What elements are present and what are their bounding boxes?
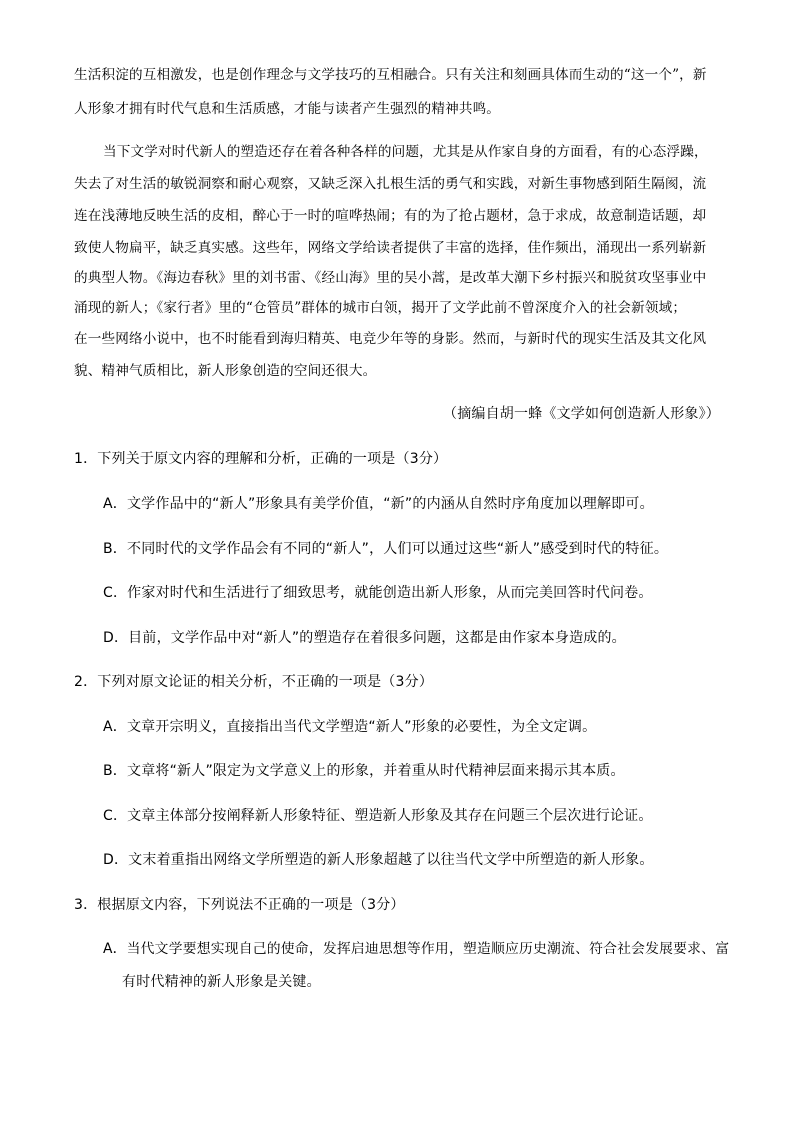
question-2-stem: 2．下列对原文论证的相关分析，不正确的一项是（3分）	[74, 674, 434, 690]
passage-line-6: 致使人物扁平，缺乏真实感。这些年，网络文学给读者提供了丰富的选择，佳作频出，涌现出一系列崭新	[74, 240, 707, 256]
passage-line-7: 的典型人物。《海边春秋》里的刘书雷、《经山海》里的吴小蒿，是改革大潮下乡村振兴和脱贫攻坚事业中	[74, 270, 707, 286]
passage-line-5: 连在浅薄地反映生活的皮相，醉心于一时的喧哗热闹；有的为了抢占题材，急于求成，故意制造话题，却	[74, 208, 707, 224]
passage-source: （摘编自胡一蜂《文学如何创造新人形象》）	[443, 406, 720, 422]
question-1-option-b: B．不同时代的文学作品会有不同的“新人”，人们可以通过这些“新人”感受到时代的特征。	[103, 541, 669, 557]
question-2-option-b: B．文章将“新人”限定为文学意义上的形象，并着重从时代精神层面来揭示其本质。	[103, 763, 625, 779]
passage-line-1: 生活积淀的互相激发，也是创作理念与文学技巧的互相融合。只有关注和刻画具体而生动的“这一个”，新	[74, 67, 707, 83]
passage-line-8: 涌现的新人；《家行者》里的“仓管员”群体的城市白领，揭开了文学此前不曾深度介入的社会新领域；	[74, 300, 687, 316]
question-1-option-d: D．目前，文学作品中对“新人”的塑造存在着很多问题，这都是由作家本身造成的。	[103, 630, 626, 646]
passage-line-10: 貌、精神气质相比，新人形象创造的空间还很大。	[74, 363, 377, 379]
passage-line-9: 在一些网络小说中，也不时能看到海归精英、电竞少年等的身影。然而，与新时代的现实生活及其文化风	[74, 331, 707, 347]
question-2-option-c: C．文章主体部分按阐释新人形象特征、塑造新人形象及其存在问题三个层次进行论证。	[103, 808, 653, 824]
question-2-option-a: A．文章开宗明义，直接指出当代文学塑造“新人”形象的必要性，为全文定调。	[103, 719, 597, 735]
question-3-stem: 3．根据原文内容，下列说法不正确的一项是（3分）	[74, 897, 405, 913]
passage-line-3: 当下文学对时代新人的塑造还存在着各种各样的问题，尤其是从作家自身的方面看，有的心态浮躁，	[103, 144, 708, 160]
question-1-option-a: A．文学作品中的“新人”形象具有美学价值，“新”的内涵从自然时序角度加以理解即可。	[103, 496, 654, 512]
question-1-stem: 1．下列关于原文内容的理解和分析，正确的一项是（3分）	[74, 451, 448, 467]
question-1-option-c: C．作家对时代和生活进行了细致思考，就能创造出新人形象，从而完美回答时代问卷。	[103, 585, 653, 601]
question-3-option-a-line-2: 有时代精神的新人形象是关键。	[122, 974, 321, 990]
question-3-option-a-line-1: A．当代文学要想实现自己的使命，发挥启迪思想等作用，塑造顺应历史潮流、符合社会发展要求、富	[103, 941, 730, 957]
passage-line-2: 人形象才拥有时代气息和生活质感，才能与读者产生强烈的精神共鸣。	[74, 101, 501, 117]
passage-line-4: 失去了对生活的敏锐洞察和耐心观察，又缺乏深入扎根生活的勇气和实践，对新生事物感到陌生隔阂，流	[74, 176, 707, 192]
question-2-option-d: D．文末着重指出网络文学所塑造的新人形象超越了以往当代文学中所塑造的新人形象。	[103, 852, 654, 868]
